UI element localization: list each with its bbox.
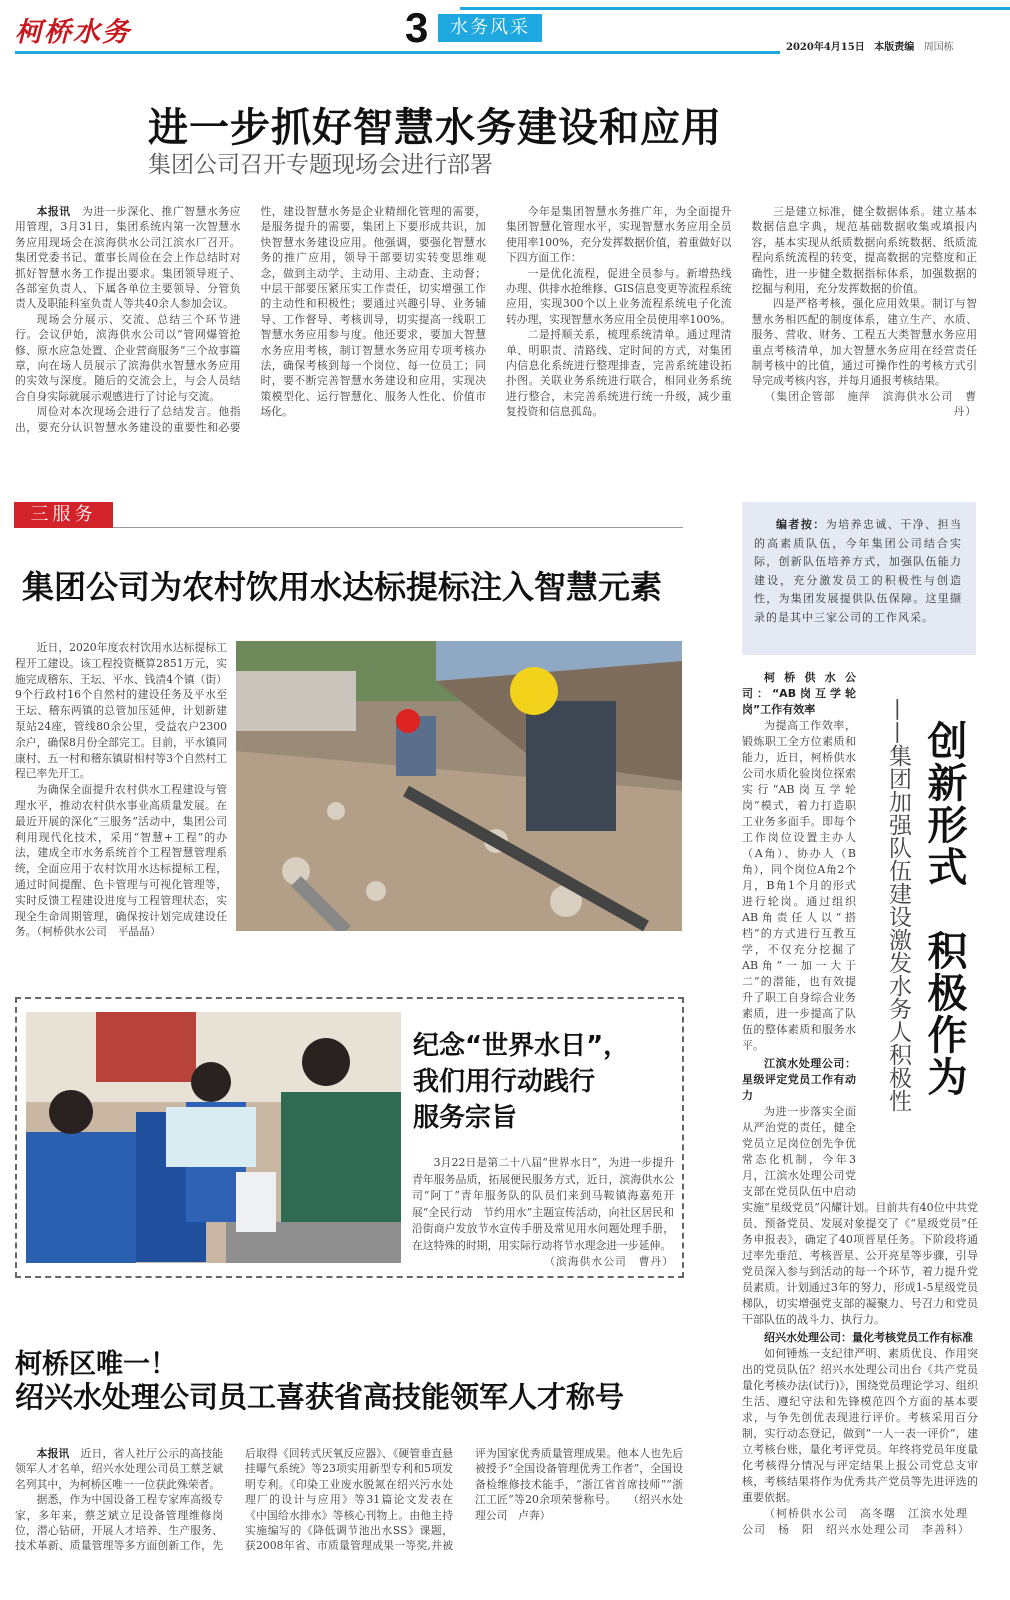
article4-headline: 绍兴水处理公司员工喜获省高技能领军人才称号 [15,1380,625,1414]
article4-byline: （绍兴水处理公司 卢奔） [475,1493,684,1522]
article4-body [15,1446,683,1554]
article1-paragraph: 本报讯 为进一步深化、推广智慧水务应用管理，3月31日，集团系统内第一次智慧水务应用现场会在滨海供水公司江滨水厂召开。集团党委书记、董事长周俭在会上作总结时对抓好智慧水务工作提出要求。集团领导班子、各部室负责人、下属各单位主要领导、分管负责人及职能科室负责人等共40余人参加会议。 [15,205,241,311]
water-day-photo [26,1012,401,1263]
feature-byline: （柯桥供水公司 高冬曙 江滨水处理公司 杨 阳 绍兴水处理公司 李善科） [742,1507,970,1536]
feature-subhead: 柯桥供水公司：“AB岗互学轮岗”工作有效率 [742,671,856,716]
header-top-rule [460,7,1010,10]
masthead-logo: 柯桥水务 [15,17,131,48]
feature-subhead: 江滨水处理公司：星级评定党员工作有动力 [742,1057,856,1102]
article3-body [412,1155,674,1271]
article1-lead: 本报讯 [36,205,71,218]
page-number: 3 [405,4,429,51]
editor-note [742,502,976,655]
article2-paragraph: 近日，2020年度农村饮用水达标提标工程开工建设。该工程投资概算2851万元，实施完成稽东、王坛、平水、钱清4个镇（街）9个行政村16个自然村的建设任务及平水至王坛、稽东两镇的总管加压延伸，计划新建泵站24座，管线80余公里，受益农户2300余户，确保8月份全部完工。目前，平水镇同康村、五一村和稽东镇尉相村等3个自然村工程已率先开工。 [15,641,228,781]
workers-laying-pipe-image [236,641,682,931]
editor-name: 周国栋 [923,42,954,53]
article1-byline: （集团企管部 施萍 滨海供水公司 曹丹） [764,389,977,419]
feature-paragraph: 为提高工作效率，锻炼职工全方位素质和能力，近日，柯桥供水公司水质化验岗位探索实行“AB岗互学轮岗”模式，着力打造职工业务多面手。即每个工作岗位设置主办人（A角）、协办人（B角），同个岗位A角2个月，B角1个月的形式进行轮岗。通过组织AB角责任人以“搭档”的方式进行互教互学，不仅充分挖掘了AB角“一加一大于二”的潜能，也有效提升了职工自身综合业务素质，进一步提高了队伍的整体素质和服务水平。 [742,719,856,1052]
article1-paragraph: 周俭对本次现场会进行了总结发言。他指出，要充分认识智慧水务建设的重要性和必要性，建设智慧水务是企业精细化管理的需要，是服务提升的需要，集团上下要形成共识，加快智慧水务建设应用。他强调，要强化智慧水务的推广应用，领导干部要切实转变思维观念，做到主动学、主动用、主动查、主动督；中层干部要压紧压实工作责任，切实增强工作的主动性和积极性；要通过兴趣引导、业务辅导、工作督导、考核训导，切实提高一线职工智慧水务应用参与度。他还要求，要加大智慧水务应用考核，制订智慧水务应用专项考核办法，确保考核到每一个岗位、每一位员工；同时，要不断完善智慧水务建设和应用，实现决策模型化、运行智慧化、服务人性化、价值市场化。 [15,205,486,434]
feature-title-block [856,668,978,1188]
header-bottom-rule [15,51,780,54]
article1-paragraph: 三是建立标准，健全数据体系。建立基本数据信息字典，规范基础数据收集或填报内容，基本实现从纸质数据向系统数据、纸质流程向系统流程的转变，提高数据的完整度和正确性，进一步健全数据指标体系，加强数据的挖掘与利用，充分发挥数据的价值。 [751,205,977,296]
editor-note-text: 为培养忠诚、干净、担当的高素质队伍，今年集团公司结合实际，创新队伍培养方式，加强队伍能力建设，充分激发员工的积极性与创造性，为集团发展提供队伍保障。这里撷录的是其中三家公司的工作风采。 [754,518,963,624]
volunteers-distributing-handbooks-image [26,1012,401,1263]
feature-paragraph: 如何锤炼一支纪律严明、素质优良、作用突出的党员队伍？绍兴水处理公司出台《共产党员量化考核办法(试行)》，围绕党员理论学习、组织生活、遵纪守法和先锋模范四个方面的基本要求，与争先创优表现进行评价。考核采用百分制，实行动态登记，做到“一人一表一评价”，建立考核台账，量化考评党员。年终将党员年度量化考核得分情况与评定结果上报公司党总支审核，考核结果将作为优秀共产党员等先进评选的重要依据。 [742,1347,978,1504]
article1-body [15,204,977,435]
article2-paragraph: 为确保全面提升农村供水工程建设与管理水平，推动农村供水事业高质量发展。在最近开展的深化“三服务”活动中，集团公司利用现代化技术，采用“智慧+工程”的办法，建成全市水务系统首个工程智慧管理系统，全面应用于农村饮用水达标提标工程，通过时间提醒、色卡管理与可视化管理等，实时反馈工程建设进度与工程管理状态，实现全生命周期管理，确保按计划完成建设任务。（柯桥供水公司 平晶晶） [15,783,227,939]
article3-paragraph: 3月22日是第二十八届“世界水日”，为进一步提升青年服务品质，拓展便民服务方式，近日，滨海供水公司“阿丁”青年服务队的队员们来到马鞍镇海嘉苑开展“全民行动 节约用水”主题宣传活动，向社区居民和沿街商户发放节水宣传手册及常见用水问题处理手册，在这特殊的时期，用实际行动将节水理念进一步延伸。 [412,1156,674,1252]
article4-kicker: 柯桥区唯一！ [15,1349,177,1380]
article1-paragraph: 现场会分展示、交流、总结三个环节进行。会议伊始，滨海供水公司以“管网爆管抢修、原水应急处置、企业营商服务”三个故事篇章，向在场人员展示了滨海供水智慧水务应用的实效与深度。随后的交流会上，与会人员结合自身实际就展示观感进行了讨论与交流。 [15,312,241,403]
section-label: 水务风采 [438,14,542,42]
article2-headline: 集团公司为农村饮用水达标提标注入智慧元素 [22,568,663,606]
article2-byline: （柯桥供水公司 平晶晶） [36,925,161,939]
article1-headline: 进一步抓好智慧水务建设和应用 [148,105,722,151]
article3-headline: 纪念“世界水日”， 我们用行动践行 服务宗旨 [413,1031,630,1133]
article4-paragraph: 本报讯 近日，省人社厅公示的高技能领军人才名单，绍兴水处理公司员工蔡芝斌名列其中，为柯桥区唯一一位获此殊荣者。 [15,1447,224,1491]
article1-subheadline: 集团公司召开专题现场会进行部署 [148,152,493,178]
feature-subhead: 绍兴水处理公司：量化考核党员工作有标准 [764,1331,973,1344]
feature-paragraph: 为进一步落实全面从严治党的责任，健全党员立足岗位创先争优常态化机制，今年3月，江滨水处理公司党支部在党员队伍中启动实施“星级党员”闪耀计划。目前共有40位中共党员、预备党员、发展对象提交了《“星级党员”任务申报表》，确定了40项晋星任务。下阶段将通过率先垂范、考核晋星、公开亮星等步骤，引导党员深入参与到活动的每一个环节，着力提升党员素质。计划通过3年的努力，形成1-5星级党员梯队，切实增强党支部的凝聚力、号召力和党员干部队伍的战斗力、执行力。 [742,1105,978,1326]
article1-paragraph: 二是捋顺关系，梳理系统清单。通过理清单、明职责、清路线、定时间的方式，对集团内信息化系统进行整理排查，完善系统建设拓扑图。关联业务系统进行联合，相同业务系统进行整合，未完善系统进行统一升级，减少重复投资和信息孤岛。 [506,328,732,419]
sidebar-feature [742,668,978,1538]
article3-byline: （滨海供水公司 曹丹） [544,1255,674,1268]
article1-paragraph: 四是严格考核，强化应用效果。制订与智慧水务相匹配的制度体系，建立生产、水质、服务、营收、财务、工程五大类智慧水务应用重点考核清单，加大智慧水务应用在经营责任制考核中的比值，通过可操作性的考核方式引导完成考核内容，并每月通报考核结果。 [751,297,977,388]
editor-label: 本版责编 [874,42,915,53]
article4-paragraph: 据悉，作为中国设备工程专家库高级专家，多年来，蔡芝斌立足设备管理维修岗位，潜心钻研，开展人才培养、生产服务、技术革新、质量管理等多方面创新工作，先后取得《回转式厌氧反应器》、《硬管垂直悬挂曝气系统》等23项实用新型专利和5项发明专利。《印染工业废水脱氮在绍兴污水处理厂的设计与应用》等31篇论文发表在《中国给水排水》等核心刊物上。由他主持实施编写的《降低调节池出水SS》课题，获2008年省、市质量管理成果一等奖,并被评为国家优秀质量管理成果。他本人也先后被授予“全国设备管理优秀工作者”，全国设备检维修技术能手，“浙江省首席技师”“浙江工匠”等20余项荣誉称号。 （绍兴水处理公司 卢奔） [15,1447,684,1553]
article2-body [15,640,227,940]
issue-date: 2020年4月15日 [786,42,865,53]
editor-note-label: 编者按： [776,518,826,531]
section-tag: 三服务 [14,502,113,528]
construction-photo [236,641,682,931]
article1-paragraph: 一是优化流程，促进全员参与。新增热线办理、供排水抢维修、GIS信息变更等流程系统应用，实现300个以上业务流程系统电子化流转办理，实现智慧水务应用全员使用率100%。 [506,266,732,326]
section-tag-rule [113,527,683,528]
dateline [786,38,1006,53]
feature-vertical-title: 创新形式 积极作为 [921,720,967,1098]
article4-lead: 本报讯 [36,1447,70,1460]
article1-paragraph: 今年是集团智慧水务推广年，为全面提升集团智慧化管理水平，实现智慧水务应用全员使用率100%，充分发挥数据价值，着重做好以下四方面工作： [506,205,732,265]
feature-vertical-subtitle: ——集团加强队伍建设激发水务人积极性 [885,698,911,1112]
